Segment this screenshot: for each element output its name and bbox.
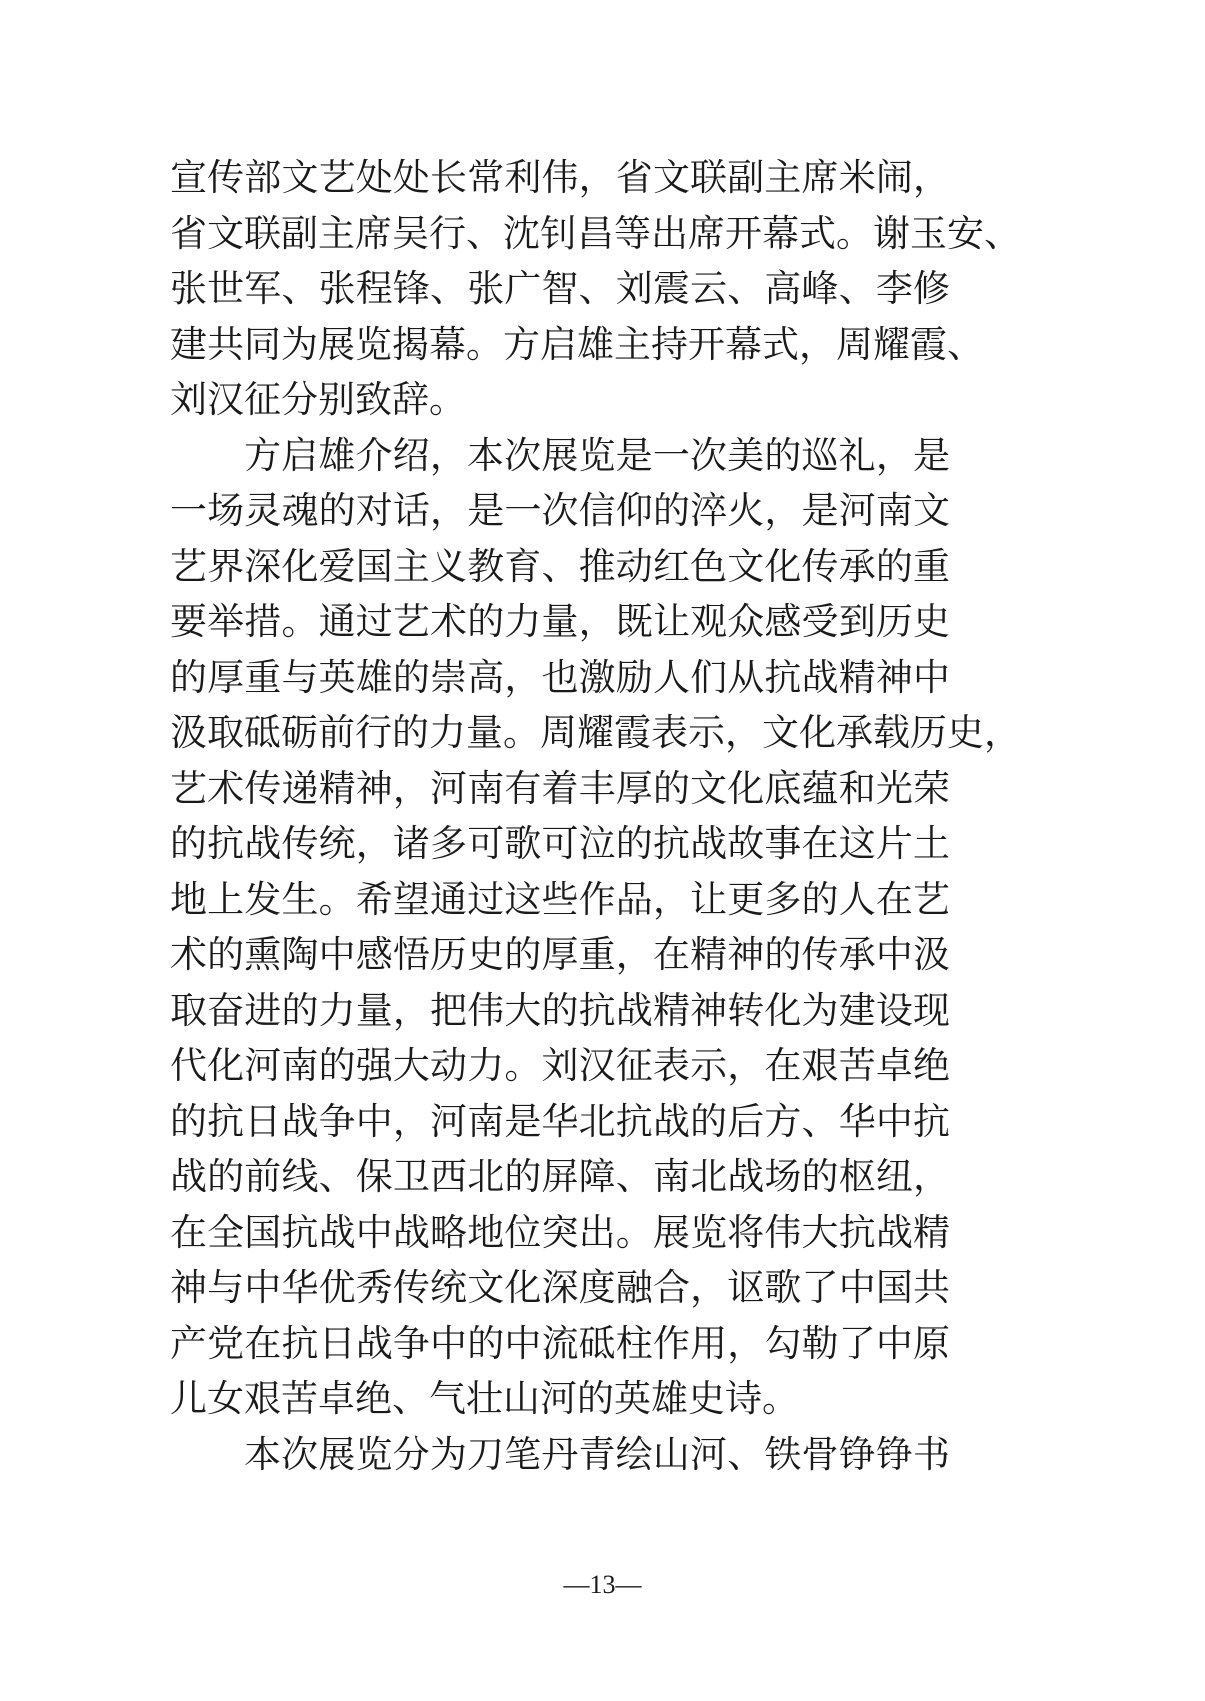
text-line: 的抗战传统，诸多可歌可泣的抗战故事在这片土	[170, 822, 950, 865]
text-line: 的抗日战争中，河南是华北抗战的后方、华中抗	[170, 1099, 950, 1143]
text-line: 神与中华优秀传统文化深度融合，讴歌了中国共	[170, 1266, 950, 1309]
text-line: 本次展览分为刀笔丹青绘山河、铁骨铮铮书	[244, 1432, 950, 1476]
text-line: 要举措。通过艺术的力量，既让观众感受到历史	[170, 600, 950, 643]
body-text	[170, 150, 1021, 1482]
text-line: 建共同为展览揭幕。方启雄主持开幕式，周耀霞、	[170, 322, 984, 366]
text-line: 在全国抗战中战略地位突出。展览将伟大抗战精	[170, 1210, 950, 1254]
text-line: 产党在抗日战争中的中流砥柱作用，勾勒了中原	[170, 1321, 950, 1365]
text-line: 方启雄介绍，本次展览是一次美的巡礼，是	[244, 433, 950, 477]
text-line: 省文联副主席吴行、沈钊昌等出席开幕式。谢玉安、	[170, 211, 1021, 255]
text-line: 艺界深化爱国主义教育、推动红色文化传承的重	[170, 544, 950, 588]
text-line: 刘汉征分别致辞。	[170, 378, 466, 421]
text-line: 术的熏陶中感悟历史的厚重，在精神的传承中汲	[170, 933, 950, 976]
text-line: 战的前线、保卫西北的屏障、南北战场的枢纽，	[170, 1155, 950, 1198]
text-line: 汲取砥砺前行的力量。周耀霞表示，文化承载历史，	[170, 711, 1021, 754]
text-line: 一场灵魂的对话，是一次信仰的淬火，是河南文	[170, 489, 950, 532]
text-line: 取奋进的力量，把伟大的抗战精神转化为建设现	[170, 988, 950, 1032]
text-line: 儿女艰苦卓绝、气壮山河的英雄史诗。	[170, 1377, 799, 1420]
text-line: 代化河南的强大动力。刘汉征表示，在艰苦卓绝	[170, 1044, 950, 1087]
text-line: 张世军、张程锋、张广智、刘震云、高峰、李修	[170, 267, 950, 310]
text-line: 艺术传递精神，河南有着丰厚的文化底蕴和光荣	[170, 766, 950, 810]
text-line: 宣传部文艺处处长常利伟，省文联副主席米闹，	[170, 156, 950, 199]
page-number: —13—	[563, 1570, 642, 1599]
text-line: 地上发生。希望通过这些作品，让更多的人在艺	[170, 877, 950, 921]
text-line: 的厚重与英雄的崇高，也激励人们从抗战精神中	[170, 655, 950, 699]
